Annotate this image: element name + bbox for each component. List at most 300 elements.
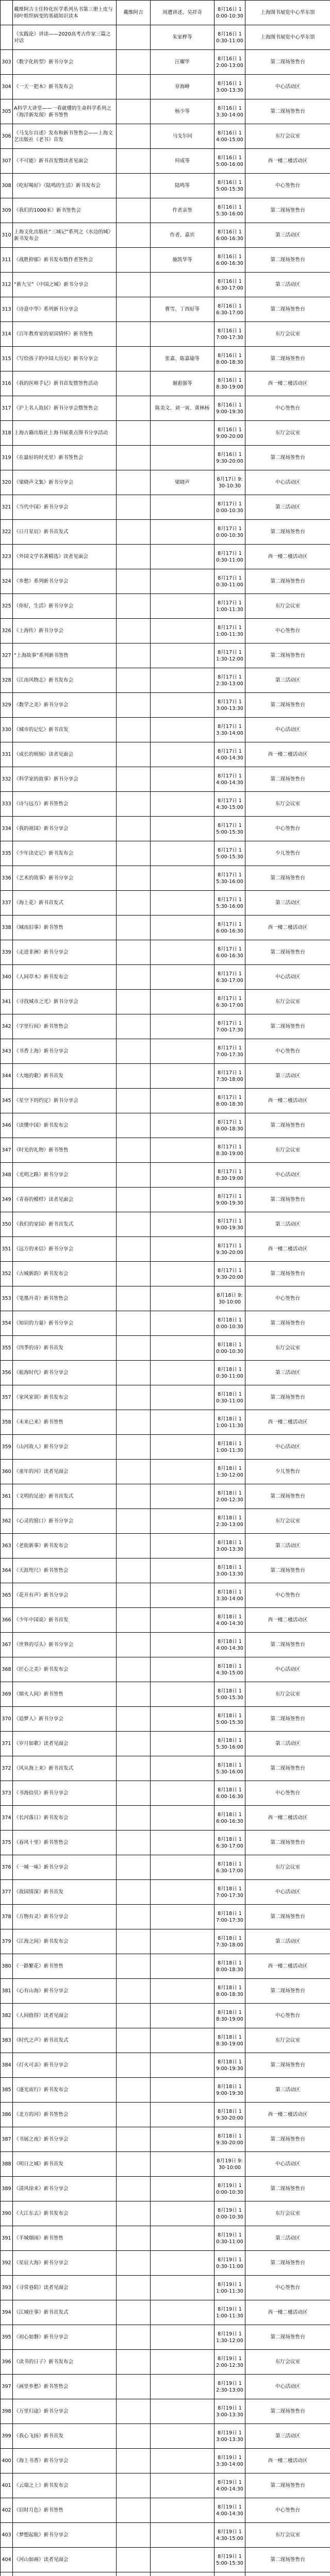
event-title: 《长河落日》新书发布会 bbox=[13, 1806, 117, 1831]
event-publisher bbox=[117, 594, 151, 619]
event-title: 《马戈尔自述》发布和新书签售会——上海文艺出版社《老书》首发 bbox=[13, 124, 117, 149]
event-place: 西一楼二楼活动区 bbox=[245, 1089, 330, 1113]
event-number: 354 bbox=[1, 1311, 13, 1336]
event-guests bbox=[151, 520, 214, 545]
event-time: 8月17日 12:30-13:00 bbox=[214, 668, 245, 693]
event-title: 《星辰大海》新书分享会 bbox=[13, 2251, 117, 2276]
table-row bbox=[1, 470, 330, 495]
event-time: 8月17日 10:30-11:00 bbox=[214, 545, 245, 569]
event-number: 333 bbox=[1, 792, 13, 817]
event-place: 中心签售台 bbox=[245, 1286, 330, 1311]
event-number: 386 bbox=[1, 2103, 13, 2127]
event-title: 《笔墨丹青》新书签售会 bbox=[13, 1286, 117, 1311]
event-publisher bbox=[117, 248, 151, 273]
event-publisher bbox=[117, 1657, 151, 1682]
event-publisher bbox=[117, 2325, 151, 2350]
event-time: 8月16日 16:00-16:30 bbox=[214, 248, 245, 273]
table-row bbox=[1, 223, 330, 248]
event-number: 399 bbox=[1, 2424, 13, 2449]
event-place: 第三活动区 bbox=[245, 1212, 330, 1237]
event-place: 东厅会议室 bbox=[245, 792, 330, 817]
event-guests bbox=[151, 2276, 214, 2300]
event-title: 《花开有声》新书分享会 bbox=[13, 1583, 117, 1608]
event-guests bbox=[151, 2399, 214, 2424]
event-title: 《知识的力量》新书分享会 bbox=[13, 1311, 117, 1336]
event-guests bbox=[151, 2177, 214, 2201]
event-publisher bbox=[117, 2572, 151, 2576]
event-guests bbox=[151, 1188, 214, 1212]
event-time: 8月18日 14:00-14:30 bbox=[214, 1608, 245, 1633]
event-place: 第三活动区 bbox=[245, 495, 330, 520]
table-row bbox=[1, 2498, 330, 2523]
event-number: 394 bbox=[1, 2300, 13, 2325]
event-publisher bbox=[117, 75, 151, 99]
event-publisher bbox=[117, 1509, 151, 1534]
event-place: 第二现场签售台 bbox=[245, 866, 330, 891]
event-publisher bbox=[117, 891, 151, 916]
event-title: 《乡愁》系列新书分享会 bbox=[13, 569, 117, 594]
event-publisher bbox=[117, 2424, 151, 2449]
event-time: 8月17日 19:00-19:30 bbox=[214, 1212, 245, 1237]
event-title: 《万物有灵》新书分享会 bbox=[13, 1905, 117, 1929]
event-publisher bbox=[117, 1633, 151, 1657]
event-guests bbox=[151, 1954, 214, 1979]
event-time: 8月16日 15:00-15:30 bbox=[214, 174, 245, 198]
table-row bbox=[1, 520, 330, 545]
event-number: 390 bbox=[1, 2201, 13, 2226]
event-title: 《万里归途》新书分享会 bbox=[13, 2399, 117, 2424]
table-row bbox=[1, 1855, 330, 1880]
table-row bbox=[1, 1460, 330, 1484]
table-row bbox=[1, 2177, 330, 2201]
table-row bbox=[1, 693, 330, 718]
event-title: 《书展之夜》新书分享会 bbox=[13, 2127, 117, 2152]
event-number: 334 bbox=[1, 817, 13, 841]
event-time: 8月17日 11:00-11:30 bbox=[214, 594, 245, 619]
event-title: 戴维阿吉主任特化医学系列丛书第三册上皮与间叶组织病变的基础知识读本 bbox=[13, 1, 117, 25]
event-time: 8月16日 16:00-16:30 bbox=[214, 223, 245, 248]
event-time: 8月18日 16:30-17:00 bbox=[214, 1855, 245, 1880]
event-guests bbox=[151, 2251, 214, 2276]
event-guests bbox=[151, 940, 214, 965]
event-time: 8月18日 18:30-19:00 bbox=[214, 2028, 245, 2053]
event-title: 《读书的日子》新书发布会 bbox=[13, 2350, 117, 2375]
table-row bbox=[1, 273, 330, 297]
event-guests bbox=[151, 643, 214, 668]
event-guests: 汪耀华 bbox=[151, 50, 214, 75]
event-title: 《海上书香》新书分享会 bbox=[13, 2449, 117, 2473]
event-guests bbox=[151, 1212, 214, 1237]
event-guests bbox=[151, 817, 214, 841]
event-time: 8月19日 15:00-15:30 bbox=[214, 2548, 245, 2572]
event-number: 326 bbox=[1, 619, 13, 643]
event-title: 《航海时代》新书分享会 bbox=[13, 1361, 117, 1385]
event-place: 第二现场签售台 bbox=[245, 2177, 330, 2201]
event-guests: 杨少等 bbox=[151, 99, 214, 124]
event-time: 8月18日 10:00-10:30 bbox=[214, 1311, 245, 1336]
event-publisher bbox=[117, 1954, 151, 1979]
event-place: 第二现场签售台 bbox=[245, 2053, 330, 2078]
table-row bbox=[1, 396, 330, 421]
event-title: 《海上花》新书首发式 bbox=[13, 891, 117, 916]
event-place: 第二现场签售台 bbox=[245, 2251, 330, 2276]
event-publisher bbox=[117, 2473, 151, 2498]
event-title: 《我的医师手记》新书首发暨签售活动 bbox=[13, 371, 117, 396]
event-place: 第二现场签售台 bbox=[245, 347, 330, 371]
event-guests bbox=[151, 2325, 214, 2350]
event-guests bbox=[151, 2028, 214, 2053]
event-guests bbox=[151, 1064, 214, 1089]
table-row bbox=[1, 569, 330, 594]
event-title: 《童年的河》读者见面会 bbox=[13, 1460, 117, 1484]
event-publisher bbox=[117, 1460, 151, 1484]
event-place: 第二现场签售台 bbox=[245, 2473, 330, 2498]
table-row bbox=[1, 2028, 330, 2053]
table-row bbox=[1, 2424, 330, 2449]
event-time: 8月19日 14:30-15:00 bbox=[214, 2523, 245, 2548]
table-row bbox=[1, 718, 330, 742]
event-time: 8月18日 13:00-13:30 bbox=[214, 1534, 245, 1558]
event-time: 8月17日 9:30-10:30 bbox=[214, 470, 245, 495]
event-guests bbox=[151, 2498, 214, 2523]
event-title: 《外国文学名著精选》读者见面会 bbox=[13, 545, 117, 569]
event-place: 东厅会议室 bbox=[245, 421, 330, 446]
table-row bbox=[1, 1484, 330, 1509]
event-place: 第三活动区 bbox=[245, 891, 330, 916]
event-number: 381 bbox=[1, 1979, 13, 2004]
event-place: 东厅会议室 bbox=[245, 1138, 330, 1163]
event-place: 西一楼二楼活动区 bbox=[245, 2300, 330, 2325]
event-number: 359 bbox=[1, 1435, 13, 1460]
event-time: 8月18日 11:00-11:30 bbox=[214, 1435, 245, 1460]
event-number: 387 bbox=[1, 2127, 13, 2152]
event-place: 第二现场签售台 bbox=[245, 1385, 330, 1410]
event-time: 8月18日 16:30-17:00 bbox=[214, 1831, 245, 1855]
event-number: 350 bbox=[1, 1212, 13, 1237]
event-publisher bbox=[117, 668, 151, 693]
event-title: 《江海之间》新书发布会 bbox=[13, 1929, 117, 1954]
event-time: 8月16日 19:00-19:30 bbox=[214, 396, 245, 421]
event-guests bbox=[151, 792, 214, 817]
event-place: 第三活动区 bbox=[245, 1064, 330, 1089]
event-guests bbox=[151, 1558, 214, 1583]
table-row bbox=[1, 248, 330, 273]
event-guests bbox=[151, 1657, 214, 1682]
event-publisher bbox=[117, 198, 151, 223]
event-place: 东厅会议室 bbox=[245, 990, 330, 1014]
event-place: 第二现场签售台 bbox=[245, 569, 330, 594]
table-row bbox=[1, 2053, 330, 2078]
event-publisher bbox=[117, 174, 151, 198]
event-title: 《寻常巷陌》读者见面会 bbox=[13, 2276, 117, 2300]
event-place: 中心活动区 bbox=[245, 718, 330, 742]
event-publisher bbox=[117, 2152, 151, 2177]
event-guests bbox=[151, 2152, 214, 2177]
event-time: 8月18日 11:00-11:30 bbox=[214, 1410, 245, 1435]
event-place: 中心活动区 bbox=[245, 1163, 330, 1188]
event-number: 404 bbox=[1, 2548, 13, 2572]
table-row bbox=[1, 1262, 330, 1286]
event-title: 《日月星辰》新书首发式 bbox=[13, 520, 117, 545]
event-guests bbox=[151, 1979, 214, 2004]
table-row bbox=[1, 1781, 330, 1806]
event-number: 367 bbox=[1, 1633, 13, 1657]
event-guests bbox=[151, 767, 214, 792]
event-title: 《旧时月色》新书签售 bbox=[13, 2498, 117, 2523]
event-time: 8月16日 18:30-19:00 bbox=[214, 371, 245, 396]
event-title: 《你好，生活》新书分享会 bbox=[13, 594, 117, 619]
event-title: 《梦想起航》新书分享会 bbox=[13, 2523, 117, 2548]
event-title: 《写给孩子的中国大历史》新书分享会 bbox=[13, 347, 117, 371]
event-title: 《故园情深》新书首发 bbox=[13, 1880, 117, 1905]
event-number: 344 bbox=[1, 1064, 13, 1089]
event-publisher bbox=[117, 1212, 151, 1237]
table-row bbox=[1, 1089, 330, 1113]
event-guests bbox=[151, 916, 214, 940]
event-title: 《明日之城》新书首发 bbox=[13, 2152, 117, 2177]
table-row bbox=[1, 2103, 330, 2127]
event-title: 《岁月如歌》读者见面会 bbox=[13, 1732, 117, 1756]
event-time: 8月17日 19:30-20:00 bbox=[214, 1237, 245, 1262]
event-title: 《城市的记忆》新书首发 bbox=[13, 718, 117, 742]
event-time: 8月19日 13:00-13:30 bbox=[214, 2424, 245, 2449]
event-title: 《人间草木》新书发布会 bbox=[13, 965, 117, 990]
table-row bbox=[1, 2300, 330, 2325]
event-publisher bbox=[117, 2523, 151, 2548]
event-title: 《天涯咫尺》新书签售会 bbox=[13, 1558, 117, 1583]
event-title: 《科学家的故事》新书分享会 bbox=[13, 767, 117, 792]
event-time: 8月17日 16:30-17:00 bbox=[214, 965, 245, 990]
event-publisher bbox=[117, 767, 151, 792]
table-row bbox=[1, 940, 330, 965]
event-guests bbox=[151, 1781, 214, 1806]
event-guests bbox=[151, 1732, 214, 1756]
event-publisher: 戴维阿吉 bbox=[117, 1, 151, 25]
event-guests bbox=[151, 866, 214, 891]
event-time: 8月18日 12:30-13:00 bbox=[214, 1509, 245, 1534]
event-title: 《四季的诗》新书首发 bbox=[13, 1336, 117, 1361]
event-place: 中心签售台 bbox=[245, 817, 330, 841]
event-time: 8月18日 15:30-16:00 bbox=[214, 1756, 245, 1781]
event-title: 《灯火可亲》新书分享会 bbox=[13, 2053, 117, 2078]
event-place: 第二现场签售台 bbox=[245, 1756, 330, 1781]
event-publisher bbox=[117, 1237, 151, 1262]
event-number: 353 bbox=[1, 1286, 13, 1311]
table-row bbox=[1, 990, 330, 1014]
event-guests bbox=[151, 619, 214, 643]
event-number: 348 bbox=[1, 1163, 13, 1188]
event-place: 少儿签售台 bbox=[245, 841, 330, 866]
event-time: 8月16日 10:00-10:30 bbox=[214, 1, 245, 25]
event-number: 317 bbox=[1, 396, 13, 421]
event-guests bbox=[151, 1929, 214, 1954]
event-title: 上海古籍出版社上海书展重点图书分享活动 bbox=[13, 421, 117, 446]
event-publisher bbox=[117, 1484, 151, 1509]
event-title: 上海文化出版社“三城记”系列之《水边的城》新书发布会 bbox=[13, 223, 117, 248]
event-guests bbox=[151, 1262, 214, 1286]
event-place: 西一楼二楼活动区 bbox=[245, 1954, 330, 1979]
event-guests bbox=[151, 322, 214, 347]
table-row bbox=[1, 2572, 330, 2576]
event-place: 西一楼二楼活动区 bbox=[245, 2103, 330, 2127]
event-title: 《时代之声》新书首发式 bbox=[13, 2028, 117, 2053]
table-row bbox=[1, 1, 330, 25]
table-row bbox=[1, 742, 330, 767]
event-publisher bbox=[117, 1163, 151, 1188]
event-title: 《上海传》新书分享会 bbox=[13, 619, 117, 643]
event-publisher bbox=[117, 124, 151, 149]
event-time: 8月18日 14:00-14:30 bbox=[214, 1633, 245, 1657]
event-number: 343 bbox=[1, 1039, 13, 1064]
event-place: 中心签售台 bbox=[245, 2498, 330, 2523]
event-publisher bbox=[117, 940, 151, 965]
event-time: 8月16日 13:00-13:30 bbox=[214, 75, 245, 99]
event-number: 371 bbox=[1, 1732, 13, 1756]
event-title: 《数学之美》新书分享会 bbox=[13, 693, 117, 718]
event-publisher bbox=[117, 1089, 151, 1113]
event-number: 400 bbox=[1, 2449, 13, 2473]
event-number: 378 bbox=[1, 1905, 13, 1929]
event-publisher bbox=[117, 1608, 151, 1633]
event-guests bbox=[151, 2449, 214, 2473]
table-row bbox=[1, 1039, 330, 1064]
event-title: 《时光的礼物》新书签售 bbox=[13, 1138, 117, 1163]
event-guests bbox=[151, 2103, 214, 2127]
event-place: 第二现场签售台 bbox=[245, 1188, 330, 1212]
event-guests bbox=[151, 1484, 214, 1509]
event-time: 8月18日 19:00-19:30 bbox=[214, 2053, 245, 2078]
event-time: 8月18日 16:00-16:30 bbox=[214, 1806, 245, 1831]
event-guests bbox=[151, 841, 214, 866]
table-row bbox=[1, 1732, 330, 1756]
table-row bbox=[1, 495, 330, 520]
event-time: 8月19日 10:00-10:30 bbox=[214, 2201, 245, 2226]
event-guests bbox=[151, 1286, 214, 1311]
event-title: 《城南旧事》新书签售 bbox=[13, 916, 117, 940]
event-place: 东厅会议室 bbox=[245, 594, 330, 619]
event-number: 337 bbox=[1, 891, 13, 916]
event-title: 《战胜抑郁》新书发布暨作者签售会 bbox=[13, 248, 117, 273]
event-time: 8月16日 19:00-20:00 bbox=[214, 421, 245, 446]
event-publisher bbox=[117, 2548, 151, 2572]
event-publisher bbox=[117, 1113, 151, 1138]
event-guests bbox=[151, 2523, 214, 2548]
table-row bbox=[1, 421, 330, 446]
event-place: 西一楼二楼活动区 bbox=[245, 1608, 330, 1633]
event-time: 8月18日 13:00-13:30 bbox=[214, 1558, 245, 1583]
event-number: 361 bbox=[1, 1484, 13, 1509]
event-publisher bbox=[117, 1707, 151, 1732]
event-publisher bbox=[117, 1286, 151, 1311]
event-title: 《字里行间》新书签售会 bbox=[13, 1014, 117, 1039]
event-publisher bbox=[117, 1262, 151, 1286]
event-number: 366 bbox=[1, 1608, 13, 1633]
event-number: 335 bbox=[1, 841, 13, 866]
event-number: 336 bbox=[1, 866, 13, 891]
event-guests bbox=[151, 1237, 214, 1262]
table-row bbox=[1, 1707, 330, 1732]
event-publisher bbox=[117, 693, 151, 718]
table-row bbox=[1, 1633, 330, 1657]
event-place: 第二现场签售台 bbox=[245, 767, 330, 792]
event-place: 中心签售台 bbox=[245, 174, 330, 198]
event-time: 8月18日 17:00-17:30 bbox=[214, 1905, 245, 1929]
table-row bbox=[1, 1336, 330, 1361]
event-publisher bbox=[117, 1831, 151, 1855]
event-place: 中心签售台 bbox=[245, 396, 330, 421]
event-guests bbox=[151, 2004, 214, 2028]
event-place: 中心活动区 bbox=[245, 2375, 330, 2399]
event-title: 《走进非洲》新书分享会 bbox=[13, 940, 117, 965]
event-publisher bbox=[117, 446, 151, 470]
event-time: 8月17日 18:00-18:30 bbox=[214, 1089, 245, 1113]
event-publisher bbox=[117, 2449, 151, 2473]
event-publisher bbox=[117, 718, 151, 742]
event-title: 《文明的足迹》新书首发式 bbox=[13, 1484, 117, 1509]
event-number: 392 bbox=[1, 2251, 13, 2276]
event-title: 《一路繁花》新书签售 bbox=[13, 1954, 117, 1979]
event-publisher bbox=[117, 866, 151, 891]
event-guests bbox=[151, 2572, 214, 2576]
table-row bbox=[1, 347, 330, 371]
table-row bbox=[1, 1286, 330, 1311]
event-number: 304 bbox=[1, 75, 13, 99]
event-time: 8月16日 14:00-15:00 bbox=[214, 124, 245, 149]
event-title: 《百年教育家的家国情怀》新书签售 bbox=[13, 322, 117, 347]
event-place: 第二现场签售台 bbox=[245, 643, 330, 668]
table-row bbox=[1, 198, 330, 223]
event-time: 8月17日 10:00-10:30 bbox=[214, 520, 245, 545]
event-place: 第二现场签售台 bbox=[245, 940, 330, 965]
event-publisher bbox=[117, 1781, 151, 1806]
event-time: 8月18日 19:00-19:30 bbox=[214, 2078, 245, 2103]
event-number: 323 bbox=[1, 545, 13, 569]
event-guests bbox=[151, 2300, 214, 2325]
event-time: 8月17日 11:30-12:00 bbox=[214, 643, 245, 668]
event-title: 《大地的歌》新书首发 bbox=[13, 1064, 117, 1089]
event-publisher bbox=[117, 2276, 151, 2300]
event-title: 《逐光而行》新书发布会 bbox=[13, 2078, 117, 2103]
event-guests bbox=[151, 1707, 214, 1732]
event-title: 《匠心之美》新书发布会 bbox=[13, 1657, 117, 1682]
event-title: 《光明之路》新书分享会 bbox=[13, 1163, 117, 1188]
table-row bbox=[1, 1534, 330, 1558]
event-time: 8月16日 10:30-11:00 bbox=[214, 25, 245, 50]
event-time: 8月19日 11:00-11:30 bbox=[214, 2300, 245, 2325]
table-row bbox=[1, 619, 330, 643]
event-place bbox=[245, 2572, 330, 2576]
event-place: 中心签售台 bbox=[245, 1039, 330, 1064]
event-place: 中心活动区 bbox=[245, 75, 330, 99]
event-publisher bbox=[117, 916, 151, 940]
event-publisher bbox=[117, 520, 151, 545]
event-title: 《远方的来信》新书分享会 bbox=[13, 1237, 117, 1262]
event-place: 第三活动区 bbox=[245, 2424, 330, 2449]
event-time: 8月18日 14:30-15:00 bbox=[214, 1657, 245, 1682]
event-publisher bbox=[117, 841, 151, 866]
event-title: 《世界的尽头》新书分享会 bbox=[13, 1633, 117, 1657]
event-time: 8月16日 12:00-13:00 bbox=[214, 50, 245, 75]
event-time: 8月17日 14:00-14:30 bbox=[214, 742, 245, 767]
event-time bbox=[214, 2572, 245, 2576]
table-row bbox=[1, 25, 330, 50]
event-number: 327 bbox=[1, 643, 13, 668]
event-title: 《河山如画》读者见面会 bbox=[13, 2548, 117, 2572]
event-place: 第三活动区 bbox=[245, 2078, 330, 2103]
event-time: 8月19日 9:30-10:00 bbox=[214, 2152, 245, 2177]
event-time: 8月17日 15:00-15:30 bbox=[214, 841, 245, 866]
event-place: 东厅会议室 bbox=[245, 1855, 330, 1880]
